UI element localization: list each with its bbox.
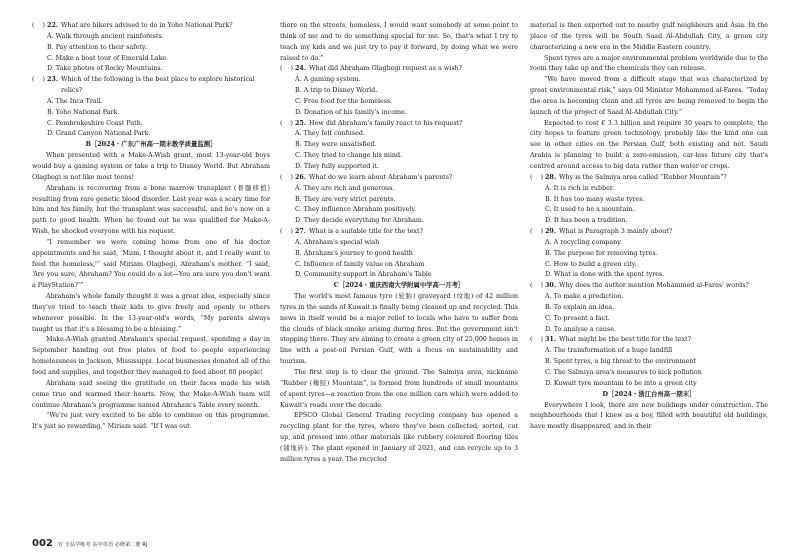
question-number: 23. (47, 76, 59, 84)
option: D. Kuwait tyre mountain to be into a green city (545, 379, 697, 387)
option: A. It is rich in rubber. (545, 184, 615, 192)
option: D. What is done with the spent tyres. (545, 271, 665, 279)
passage-paragraph: Spent tyres are a major environmental problem worldwide due to the room they take up and the chemicals they can release. (530, 54, 768, 73)
answer-blank[interactable]: ( ) (32, 22, 46, 29)
page-footer (32, 538, 147, 549)
option: D. It has been a tradition. (545, 217, 628, 225)
option: C. To present a fact. (545, 314, 610, 322)
passage-paragraph: Abraham said seeing the gratitude on their faces made his wish come true and warmed their hearts. Now, the Make-A-Wish team will continue Abraham's programme named Abraham's Table every month. (32, 379, 270, 409)
passage-paragraph: Make-A-Wish granted Abraham's special request, spending a day in September handing out free plates of food to people experiencing homelessness in Jackson, Mississippi. Local businesses donated all of the food and supplies, and together they managed to feed about 80 people! (32, 336, 270, 376)
question-stem: What is Paragraph 3 mainly about? (559, 228, 673, 236)
answer-blank[interactable]: ( ) (280, 65, 294, 73)
option: D. Grand Canyon National Park. (47, 130, 151, 138)
option: B. Yoho National Park. (47, 108, 120, 116)
option: D. To analyse a cause. (545, 325, 617, 333)
option: D. Community support in Abraham's Table (295, 271, 432, 279)
option: B. They are very strict parents. (295, 195, 396, 203)
passage-paragraph: Expected to cost € 3.3 billion and require 30 years to complete, the city hopes to feature green technology, probably like the kind one can see in other cities on the Persian Gulf, both existing and not. Saudi Arabia is planning to build a zero-emission, car-less future city that's centred around access to big data rather than water or crops. (530, 119, 768, 170)
question-stem: What did Abraham Olagbegi request as a wish? (309, 65, 463, 73)
option: A. They felt confused. (295, 130, 365, 138)
question-23 (32, 75, 270, 97)
answer-blank[interactable]: ( ) (530, 336, 544, 344)
question-number: 29. (545, 228, 557, 236)
column-middle (280, 21, 518, 466)
passage-paragraph: Everywhere I look, there are new buildings under construction. The neighbourhoods that I knew as a boy, filled with beautiful old buildings, have mostly disappeared, and in their (530, 401, 768, 431)
option: C. Influence of family value on Abraham (295, 260, 425, 268)
option: B. A trip to Disney World. (295, 87, 378, 95)
question-31 (530, 335, 768, 346)
option: B. It has too many waste tyres. (545, 195, 645, 203)
question-25 (280, 119, 518, 130)
answer-blank[interactable]: ( ) (530, 173, 544, 181)
option: B. Abraham's journey to good health (295, 249, 413, 257)
option: A. Abraham's special wish (295, 238, 380, 246)
passage-paragraph: EPSCO Global General Trading recycling company has opened a recycling plant for the tyres, where they've been collected, sorted, cut up, and pressed into other materials like rubbery coloured flooring tiles (铺地砖). The plant opened in January of 2021, and can recycle up to 3 million tyres a year. The recycled (280, 412, 518, 463)
answer-blank[interactable]: ( ) (280, 119, 294, 127)
question-stem: What are hikers advised to do in Yoho National Park? (61, 22, 233, 29)
option: A. Walk through ancient rainforests. (47, 32, 164, 40)
option: C. Make a boat tour of Emerald Lake. (47, 54, 169, 62)
option: D. They fully supported it. (295, 162, 379, 170)
question-26 (280, 173, 518, 184)
section-heading-c: C［2024・重庆西南大学附属中学高一月考］ (333, 282, 465, 290)
passage-paragraph: there on the streets, homeless, I would want somebody at some point to think of me and to do something special for me. So, that's what I try to teach my kids and we just try to pay it forward, by doing what we were raised to do.” (280, 22, 518, 62)
question-number: 26. (295, 173, 307, 181)
passage-paragraph: When presented with a Make-A-Wish grant, most 13-year-old boys would buy a gaming system or take a trip to Disney World. But Abraham Olagbegi is not like most teens! (32, 152, 270, 181)
question-28 (530, 173, 768, 184)
passage-paragraph: material is then exported out to nearby gulf neighbours and Asia. In the place of the tyres will be South Saad Al-Abdullah City, a green city characterizing a new era in the Middle Eastern country. (530, 22, 768, 51)
option: A. A gaming system. (295, 76, 361, 84)
option: A. A recycling company. (545, 238, 622, 246)
question-stem: Why does the author mention Mohammed al-Fares' words? (559, 282, 749, 290)
option: D. Take photos of Rocky Mountains. (47, 65, 163, 73)
question-stem: How did Abraham's family react to his request? (309, 119, 463, 127)
page-number: 002 (32, 538, 53, 549)
passage-paragraph: “We have moved from a difficult stage that was characterized by great environmental risk,” says Oil Minister Mohammed al-Fares. “Today the area is becoming clean and all tyres are being removed to begin the launch of the project of Saad Al-Abdullah City.” (530, 76, 768, 116)
passage-paragraph: Abraham's whole family thought it was a great idea, especially since they've tried to teach their kids to give freely and openly to others whenever possible. In the 13-year-old's words, “My parents always taught us that it's a blessing to be a blessing.” (32, 293, 270, 333)
option: C. Pembrokeshire Coast Path. (47, 119, 143, 127)
answer-blank[interactable]: ( ) (280, 173, 294, 181)
question-stem: What might be the best title for the text? (559, 336, 692, 344)
option: D. They decide everything for Abraham. (295, 217, 424, 225)
section-heading-d: D［2024・浙江台州高一期末］ (602, 390, 696, 398)
passage-paragraph: Abraham is recovering from a bone marrow transplant (骨髓移植) resulting from rare genetic blood disorder. Last year was a scary time for him and his family, but the transplant was successful, and he's now on a path to good health. When he found out he was qualified for Make-A-Wish, he shocked everyone with his request. (32, 184, 270, 236)
section-heading-b: B［2024・广东广州高一期末教学质量监测］ (85, 141, 217, 149)
passage-paragraph: The world's most famous tyre (轮胎) graveyard (坟地) of 42 million tyres in the sands of Kuwait is finally being cleaned up and recycled. This news in itself would be a major relief to locals who have to suffer from the clouds of black smoke arising during fires. But the government isn't stopping there. They are aiming to create a green city of 25,000 homes in line with a post-oil Persian Gulf, with a focus on sustainability and tourism. (280, 293, 518, 366)
question-number: 28. (545, 173, 557, 181)
question-stem: Why is the Salmiya area called “Rubber Mountain”? (559, 173, 727, 181)
question-number: 31. (545, 336, 557, 344)
option: C. The Salmiya area's measures to kick pollution (545, 369, 702, 376)
answer-blank[interactable]: ( ) (280, 228, 294, 236)
option: A. The transformation of a huge landfill (545, 347, 673, 355)
passage-paragraph: “I remember we were coming home from one of his doctor appointments and he said, ‘Mum, I thought about it, and I really want to feed the homeless,’” said Miriam Olagbegi, Abraham's mother. “I said, ‘Are you sure, Abraham? You could do a lot—You are sure you don't want a PlayStation?’” (32, 238, 270, 290)
question-29 (530, 227, 768, 238)
option: B. They were unsatisfied. (295, 141, 377, 149)
question-stem: What is a suitable title for the text? (309, 228, 424, 236)
option: C. They influence Abraham positively. (295, 206, 417, 214)
answer-blank[interactable]: ( ) (530, 282, 544, 290)
question-number: 24. (295, 65, 307, 73)
option: B. To explain an idea. (545, 303, 615, 311)
column-right (530, 21, 768, 433)
question-stem: What do we learn about Abraham's parents? (309, 173, 453, 181)
question-number: 22. (47, 22, 59, 29)
question-27 (280, 227, 518, 238)
question-30 (530, 281, 768, 292)
question-number: 27. (295, 228, 307, 236)
option: C. How to build a green city. (545, 260, 637, 268)
passage-paragraph: The first step is to clear the ground. The Salmiya area, nickname “Rubber (橡胶) Mountain”, is formed from hundreds of small mountains of spent tyres—a reaction from the one million cars which were added to Kuwait's roads over the decade. (280, 369, 518, 409)
question-22 (32, 21, 270, 32)
option: B. Spent tyres, a big threat to the environment (545, 358, 697, 366)
answer-blank[interactable]: ( ) (32, 76, 46, 84)
option: A. The Inca Trail. (47, 97, 103, 105)
column-left (32, 21, 270, 433)
question-24 (280, 64, 518, 75)
answer-blank[interactable]: ( ) (530, 228, 544, 236)
option: C. Free food for the homeless. (295, 97, 393, 105)
option: B. The purpose for removing tyres. (545, 249, 658, 257)
question-stem: Which of the following is the best place to explore historical relics? (61, 76, 255, 95)
question-number: 30. (545, 282, 557, 290)
question-number: 25. (295, 119, 307, 127)
option: C. They tried to change his mind. (295, 152, 403, 160)
option: D. Donation of his family's income. (295, 108, 407, 116)
option: A. To make a prediction. (545, 293, 624, 301)
option: C. It used to be a mountain. (545, 206, 635, 214)
passage-paragraph: “We're just very excited to be able to continue on this programme. It's just so rewarding,” Miriam said. “If I was out (32, 412, 270, 431)
footer-text: 有 全品学练考 高中英语 必修第二册 RJ (57, 542, 148, 548)
option: A. They are rich and generous. (295, 184, 395, 192)
option: B. Pay attention to their safety. (47, 43, 147, 51)
